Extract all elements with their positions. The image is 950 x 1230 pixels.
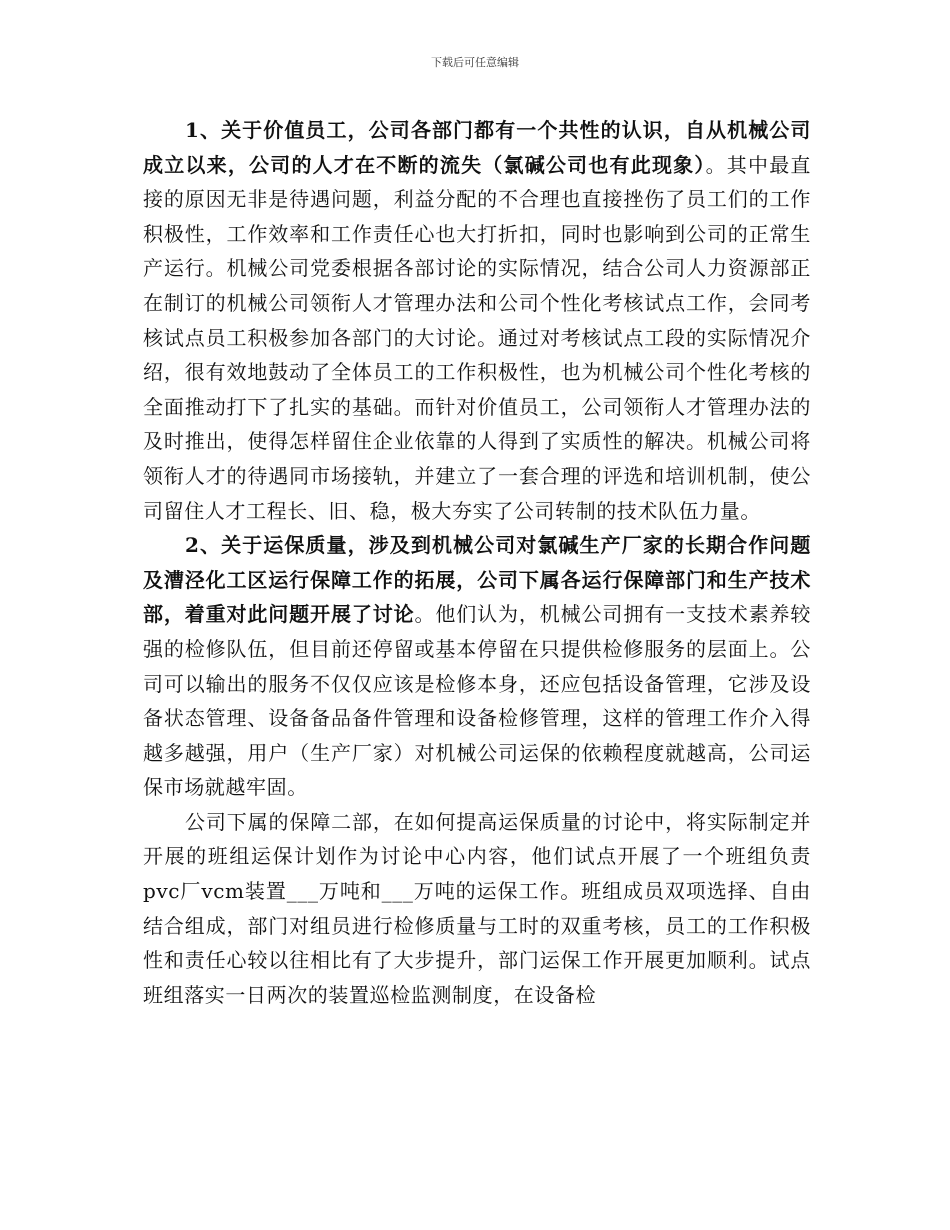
paragraph-1-text: 。其中最直接的原因无非是待遇问题，利益分配的不合理也直接挫伤了员工们的工作积极性，工作效率和工作责任心也大打折扣，同时也影响到公司的正常生产运行。机械公司党委根据各部讨论的实际情况，结合公司人力资源部正在制订的机械公司领衔人才管理办法和公司个性化考核试点工作，会同考核试点员工积极参加各部门的大讨论。通过对考核试点工段的实际情况介绍，很有效地鼓动了全体员工的工作积极性，也为机械公司个性化考核的全面推动打下了扎实的基础。而针对价值员工，公司领衔人才管理办法的及时推出，使得怎样留住企业依靠的人得到了实质性的解决。机械公司将领衔人才的待遇同市场接轨，并建立了一套合理的评选和培训机制，使公司留住人才工程长、旧、稳，极大夯实了公司转制的技术队伍力量。 (143, 152, 812, 523)
paragraph-2 (143, 528, 811, 805)
paragraph-3-text: 公司下属的保障二部，在如何提高运保质量的讨论中，将实际制定并开展的班组运保计划作为讨论中心内容，他们试点开展了一个班组负责pvc厂vcm装置___万吨和___万吨的运保工作。班组成员双项选择、自由结合组成，部门对组员进行检修质量与工时的双重考核，员工的工作积极性和责任心较以往相比有了大步提升，部门运保工作开展更加顺利。试点班组落实一日两次的装置巡检监测制度，在设备检 (143, 809, 811, 1007)
page-header: 下载后可任意编辑 (431, 56, 519, 69)
paragraph-2-text: 。他们认为，机械公司拥有一支技术素养较强的检修队伍，但目前还停留或基本停留在只提供检修服务的层面上。公司可以输出的服务不仅仅应该是检修本身，还应包括设备管理，它涉及设备状态管理、设备备品备件管理和设备检修管理，这样的管理工作介入得越多越强，用户（生产厂家）对机械公司运保的依赖程度就越高，公司运保市场就越牢固。 (143, 602, 811, 800)
paragraph-3 (143, 805, 811, 1013)
paragraph-1 (143, 113, 811, 528)
paragraph-2-bold: 2、关于运保质量，涉及到机械公司对氯碱生产厂家的长期合作问题及漕泾化工区运行保障工作的拓展，公司下属各运行保障部门和生产技术部，着重对此问题开展了讨论 (143, 533, 811, 627)
document-body (143, 113, 811, 1012)
paragraph-1-bold: 1、关于价值员工，公司各部门都有一个共性的认识，自从机械公司成立以来，公司的人才在不断的流失（氯碱公司也有此现象） (143, 118, 811, 177)
